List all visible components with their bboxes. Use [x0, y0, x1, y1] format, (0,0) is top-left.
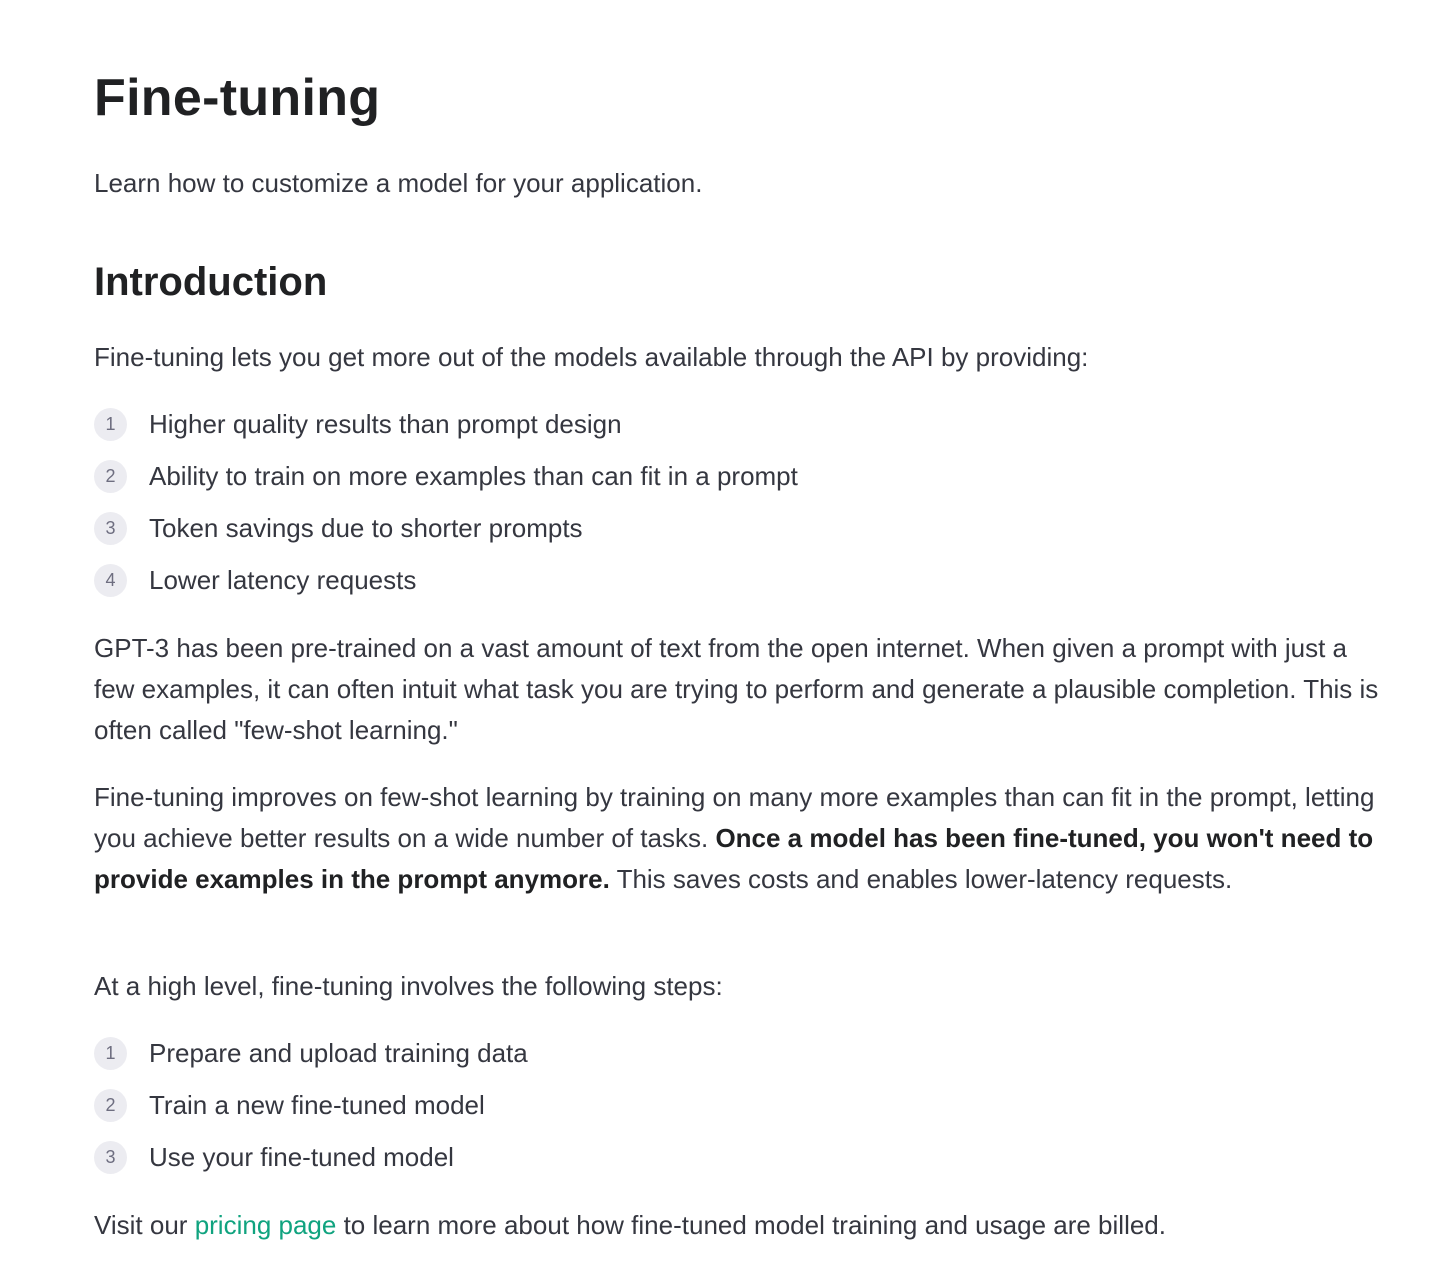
list-item — [94, 450, 798, 502]
list-item-text: Use your fine-tuned model — [149, 1141, 454, 1172]
list-number-badge: 2 — [94, 1089, 127, 1122]
page-subtitle: Learn how to customize a model for your application. — [94, 168, 703, 198]
list-item — [94, 1131, 528, 1183]
pricing-text-start: Visit our — [94, 1210, 195, 1240]
fine-tuning-improves-paragraph — [94, 777, 1394, 900]
intro-paragraph: Fine-tuning lets you get more out of the models available through the API by providing: — [94, 342, 1089, 372]
gpt3-paragraph: GPT-3 has been pre-trained on a vast amount of text from the open internet. When given a prompt with just a few examples, it can often intuit what task you are trying to perform and generate a plausible completion. This is often called "few-shot learning." — [94, 633, 1379, 745]
steps-list — [94, 1027, 528, 1183]
section-heading-introduction: Introduction — [94, 260, 328, 304]
list-number-badge: 2 — [94, 460, 127, 493]
list-number-badge: 3 — [94, 512, 127, 545]
list-number-badge: 4 — [94, 564, 127, 597]
list-item — [94, 1027, 528, 1079]
benefits-list — [94, 398, 798, 606]
list-item-text: Train a new fine-tuned model — [149, 1089, 485, 1120]
list-number-badge: 1 — [94, 1037, 127, 1070]
pricing-paragraph — [94, 1205, 1394, 1246]
list-item — [94, 1079, 528, 1131]
pricing-page-link[interactable]: pricing page — [194, 1210, 337, 1240]
list-item-text: Lower latency requests — [149, 564, 417, 595]
list-item-text: Token savings due to shorter prompts — [149, 512, 583, 543]
steps-intro-paragraph: At a high level, fine-tuning involves the following steps: — [94, 971, 723, 1001]
list-number-badge: 3 — [94, 1141, 127, 1174]
page-title: Fine-tuning — [94, 69, 381, 127]
list-item — [94, 398, 798, 450]
improve-text-start: Fine-tuning improves on few-shot learning by training on many more examples than can fit in the prompt, letting you achieve better results on a wide number of tasks. — [94, 782, 1375, 853]
pricing-text-end: to learn more about how fine-tuned model training and usage are billed. — [336, 1210, 1166, 1240]
improve-text-end: This saves costs and enables lower-latency requests. — [609, 864, 1233, 894]
list-item — [94, 554, 798, 606]
list-item-text: Higher quality results than prompt design — [149, 408, 622, 439]
list-number-badge: 1 — [94, 408, 127, 441]
improve-text-bold: Once a model has been fine-tuned, you won't need to provide examples in the prompt anymore. — [94, 823, 1374, 894]
list-item-text: Prepare and upload training data — [149, 1037, 528, 1068]
list-item-text: Ability to train on more examples than can fit in a prompt — [149, 460, 798, 491]
list-item — [94, 502, 798, 554]
